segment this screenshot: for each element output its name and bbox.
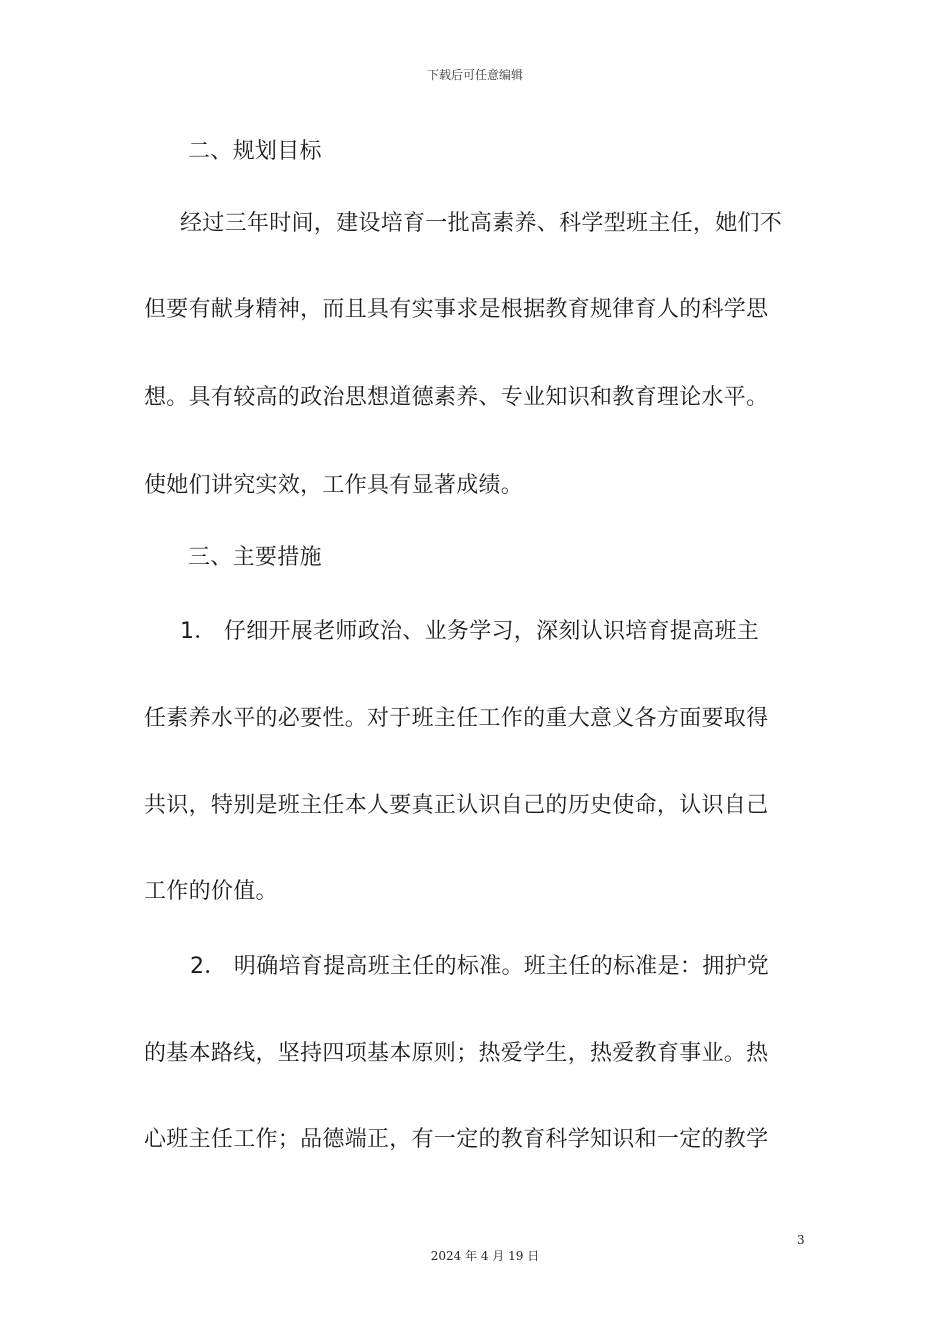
page-number: 3: [797, 1233, 805, 1247]
page-header: 下载后可任意编辑: [426, 68, 523, 82]
paragraph-line: 共识，特别是班主任本人要真正认识自己的历史使命，认识自己: [144, 793, 769, 818]
list-item-1-line: 1． 仔细开展老师政治、业务学习，深刻认识培育提高班主: [180, 619, 760, 644]
footer-date: 2024 年 4 月 19 日: [430, 1249, 540, 1263]
paragraph-line: 使她们讲究实效，工作具有显著成绩。: [144, 473, 524, 498]
paragraph-line: 的基本路线，坚持四项基本原则；热爱学生，热爱教育事业。热: [144, 1041, 769, 1066]
section-heading-goals: 二、规划目标: [188, 139, 322, 164]
paragraph-line: 心班主任工作；品德端正，有一定的教育科学知识和一定的教学: [144, 1127, 769, 1152]
paragraph-line: 任素养水平的必要性。对于班主任工作的重大意义各方面要取得: [144, 706, 769, 731]
section-heading-measures: 三、主要措施: [188, 545, 322, 570]
list-item-2-line: 2． 明确培育提高班主任的标准。班主任的标准是：拥护党: [190, 954, 770, 979]
paragraph-line: 经过三年时间，建设培育一批高素养、科学型班主任，她们不: [180, 211, 783, 236]
paragraph-line: 工作的价值。: [144, 879, 278, 904]
paragraph-line: 但要有献身精神，而且具有实事求是根据教育规律育人的科学思: [144, 297, 769, 322]
paragraph-line: 想。具有较高的政治思想道德素养、专业知识和教育理论水平。: [144, 385, 769, 410]
